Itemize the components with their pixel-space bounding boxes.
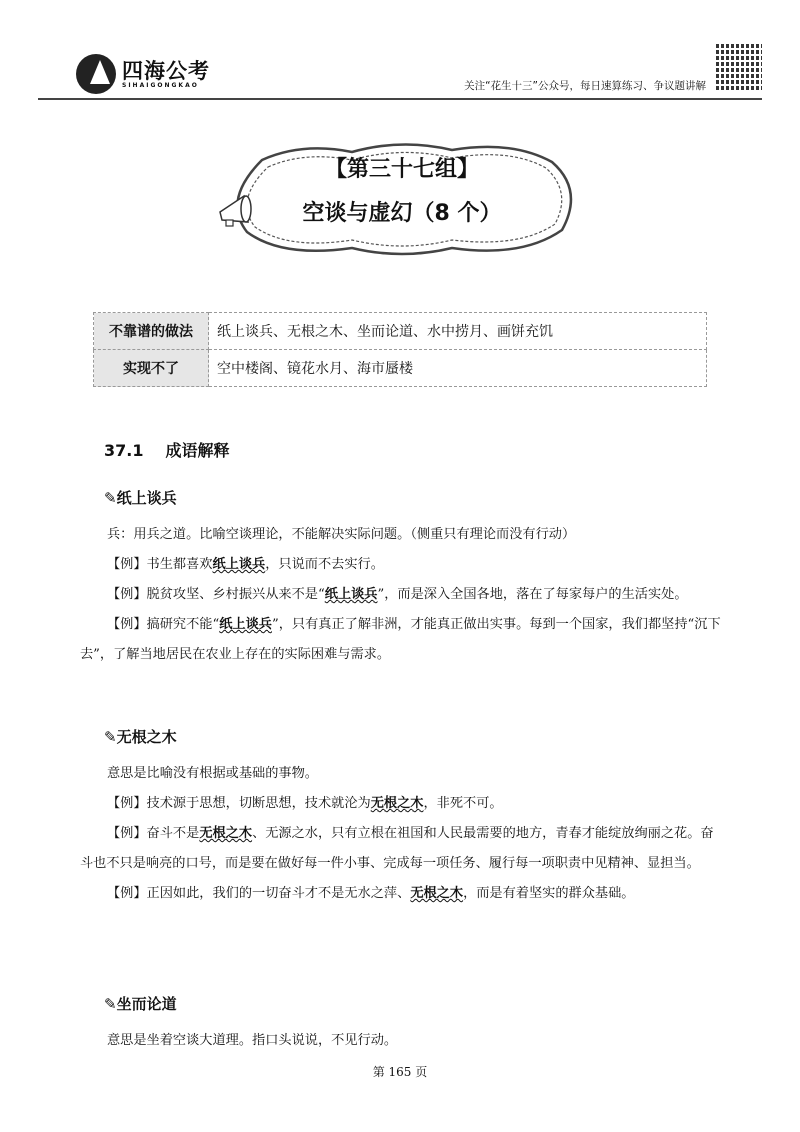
idiom-entry — [80, 993, 722, 1056]
section-heading — [104, 438, 252, 461]
idiom-entry — [80, 487, 722, 670]
idiom-definition: 兵：用兵之道。比喻空谈理论，不能解决实际问题。（侧重只有理论而没有行动） — [107, 527, 576, 542]
chapter-banner — [222, 140, 582, 258]
page-number: 第 165 页 — [372, 1065, 428, 1079]
idiom-definition: 意思是坐着空谈大道理。指口头说说，不见行动。 — [107, 1033, 398, 1048]
overview-table — [93, 312, 707, 387]
section-number: 37.1 — [104, 441, 144, 460]
example: 【例】搞研究不能“纸上谈兵”，只有真正了解非洲，才能真正做出实事。每到一个国家，我们都坚持“沉下去”，了解当地居民在农业上存在的实际困难与需求。 — [80, 617, 721, 662]
group-label: 【第三十七组】 — [324, 157, 479, 182]
logo — [76, 54, 210, 94]
row-value: 空中楼阁、镜花水月、海市蜃楼 — [209, 350, 707, 387]
idiom-entry — [80, 726, 722, 909]
idiom-definition: 意思是比喻没有根据或基础的事物。 — [107, 766, 318, 781]
example: 【例】奋斗不是无根之木、无源之水，只有立根在祖国和人民最需要的地方，青春才能绽放绚丽之花。奋斗也不只是响亮的口号，而是要在做好每一件小事、完成每一项任务、履行每一项职责中见精神、显担当。 — [80, 826, 714, 871]
sail-logo-icon — [76, 54, 116, 94]
idiom-title: ✎坐而论道 — [104, 995, 177, 1013]
row-key: 实现不了 — [94, 350, 209, 387]
page-header — [38, 40, 762, 100]
idiom-title: ✎无根之木 — [104, 728, 177, 746]
table-row — [94, 313, 707, 350]
example: 【例】脱贫攻坚、乡村振兴从来不是“纸上谈兵”，而是深入全国各地，落在了每家每户的生活实处。 — [107, 587, 688, 602]
row-key: 不靠谱的做法 — [94, 313, 209, 350]
row-value: 纸上谈兵、无根之木、坐而论道、水中捞月、画饼充饥 — [209, 313, 707, 350]
logo-subtitle: SIHAIGONGKAO — [122, 81, 199, 89]
example: 【例】书生都喜欢纸上谈兵，只说而不去实行。 — [107, 557, 384, 572]
table-row — [94, 350, 707, 387]
section-title: 成语解释 — [165, 441, 230, 460]
logo-name: 四海公考 — [122, 58, 210, 83]
example: 【例】正因如此，我们的一切奋斗才不是无水之萍、无根之木，而是有着坚实的群众基础。 — [107, 886, 635, 901]
qr-code-icon — [716, 44, 762, 90]
idiom-title: ✎纸上谈兵 — [104, 489, 177, 507]
example: 【例】技术源于思想，切断思想，技术就沦为无根之木，非死不可。 — [107, 796, 503, 811]
group-title: 空谈与虚幻（8 个） — [302, 201, 502, 226]
header-note: 关注“花生十三”公众号，每日速算练习、争议题讲解 — [464, 80, 706, 92]
